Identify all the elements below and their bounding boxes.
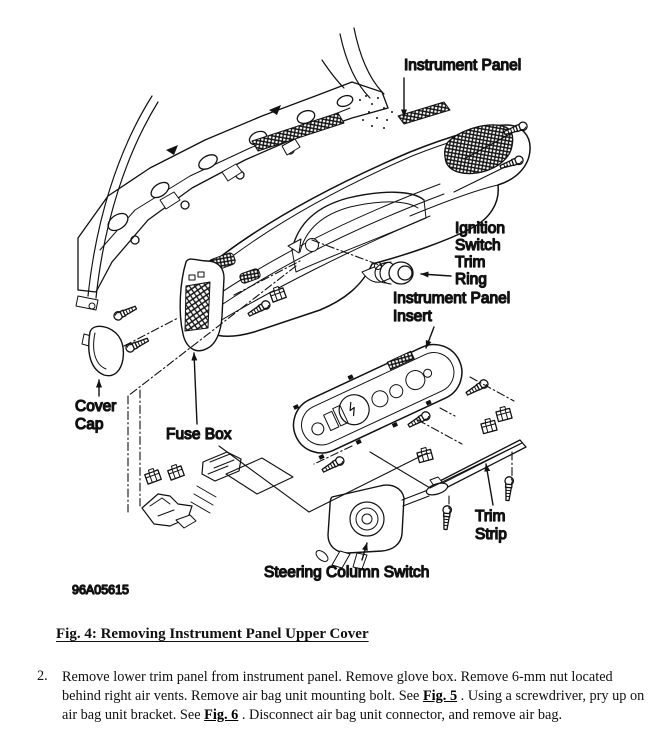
fuse-box — [180, 259, 224, 351]
step-item — [37, 668, 651, 725]
figure-code: 96A05615 — [72, 583, 130, 597]
label-ignition-2: Switch — [455, 237, 501, 254]
label-instrument-panel: Instrument Panel — [404, 57, 522, 74]
label-cover-2: Cap — [75, 416, 104, 433]
step-text — [62, 668, 651, 725]
label-ignition-3: Trim — [455, 254, 486, 271]
steering-column-switch — [314, 481, 449, 569]
label-trim-2: Strip — [475, 526, 507, 543]
step-text-part2: . Using a screwdriver, pry up on air bag unit bracket. See — [62, 688, 645, 724]
trim-ring-arrow — [421, 274, 451, 276]
label-ignition-4: Ring — [455, 271, 487, 288]
fuse-box-arrow — [194, 353, 197, 424]
instrument-cluster-insert — [282, 331, 473, 467]
label-steering-column-switch: Steering Column Switch — [264, 564, 430, 581]
step-number: 2. — [37, 668, 48, 684]
connector-block — [191, 452, 241, 513]
mounting-bracket — [142, 494, 196, 528]
label-fuse-box: Fuse Box — [166, 426, 232, 443]
label-cover-1: Cover — [75, 398, 117, 415]
label-trim-1: Trim — [475, 508, 506, 525]
step-text-part1: Remove lower trim panel from instrument panel. Remove glove box. Remove 6-mm nut located behind right air vents. Remove air bag unit mounting bolt. See — [62, 669, 613, 705]
label-insert-1: Instrument Panel — [393, 290, 511, 307]
step-text-part3: . Disconnect air bag unit connector, and remove air bag. — [238, 707, 563, 724]
fig6-link[interactable]: Fig. 6 — [204, 707, 239, 724]
label-insert-2: Insert — [393, 308, 432, 325]
figure-caption: Fig. 4: Removing Instrument Panel Upper Cover — [56, 626, 369, 642]
label-ignition-1: Ignition — [455, 220, 505, 237]
cover-cap — [89, 326, 124, 375]
trim-strip-arrow — [486, 464, 493, 505]
fig5-link[interactable]: Fig. 5 — [422, 688, 458, 705]
